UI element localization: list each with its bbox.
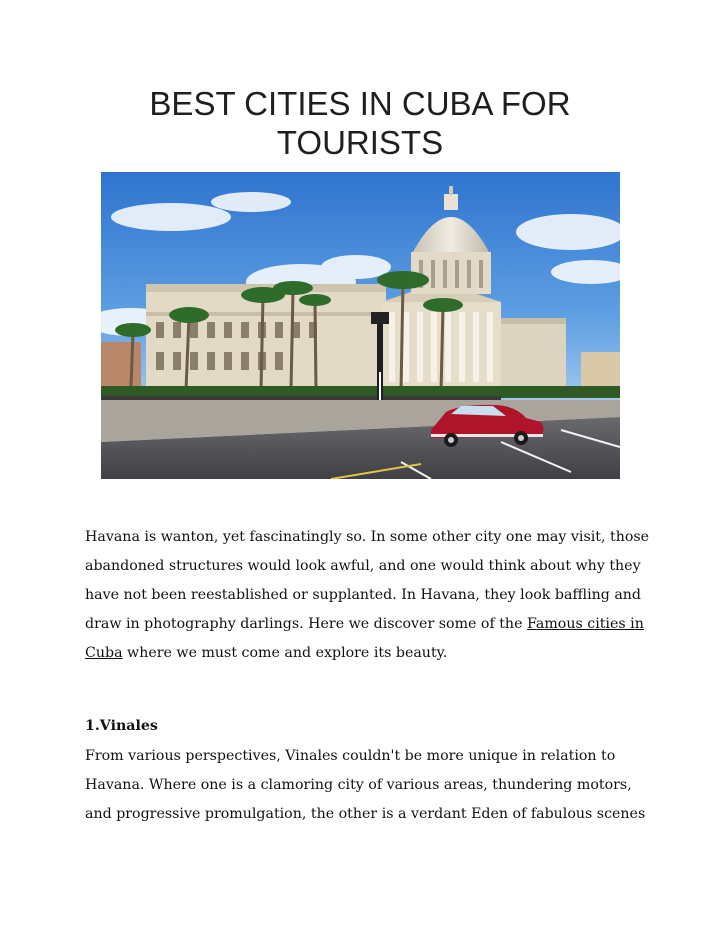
intro-line-with-link (85, 610, 645, 639)
vinales-paragraph (85, 742, 645, 829)
capitol-right-wing (496, 318, 566, 392)
havana-capitol-photo (101, 172, 620, 479)
vinales-line: and progressive promulgation, the other is a verdant Eden of fabulous scenes (85, 806, 646, 822)
side-building-left (101, 342, 141, 392)
intro-text-before-link: draw in photography darlings. Here we discover some of the (85, 616, 527, 632)
section-heading-vinales: 1.Vinales (85, 718, 158, 734)
capitol-illustration (101, 172, 620, 479)
intro-paragraph (85, 523, 650, 668)
intro-text-after-link: where we must come and explore its beauty. (122, 645, 448, 661)
intro-line-with-link (85, 639, 645, 668)
famous-cities-link[interactable]: Famous cities in (526, 616, 644, 632)
document-title (60, 84, 660, 162)
famous-cities-link-continued[interactable]: Cuba (85, 645, 123, 661)
vinales-line: Havana. Where one is a clamoring city of various areas, thundering motors, (85, 777, 632, 793)
vinales-line: From various perspectives, Vinales couldn't be more unique in relation to (85, 748, 616, 764)
intro-line: have not been reestablished or supplanted. In Havana, they look baffling and (85, 587, 642, 603)
fence (101, 396, 501, 400)
title-line-1: BEST CITIES IN CUBA FOR (149, 85, 571, 122)
title-line-2: TOURISTS (276, 124, 444, 161)
intro-line: Havana is wanton, yet fascinatingly so. In some other city one may visit, those (85, 529, 650, 545)
intro-line: abandoned structures would look awful, and one would think about why they (85, 558, 641, 574)
